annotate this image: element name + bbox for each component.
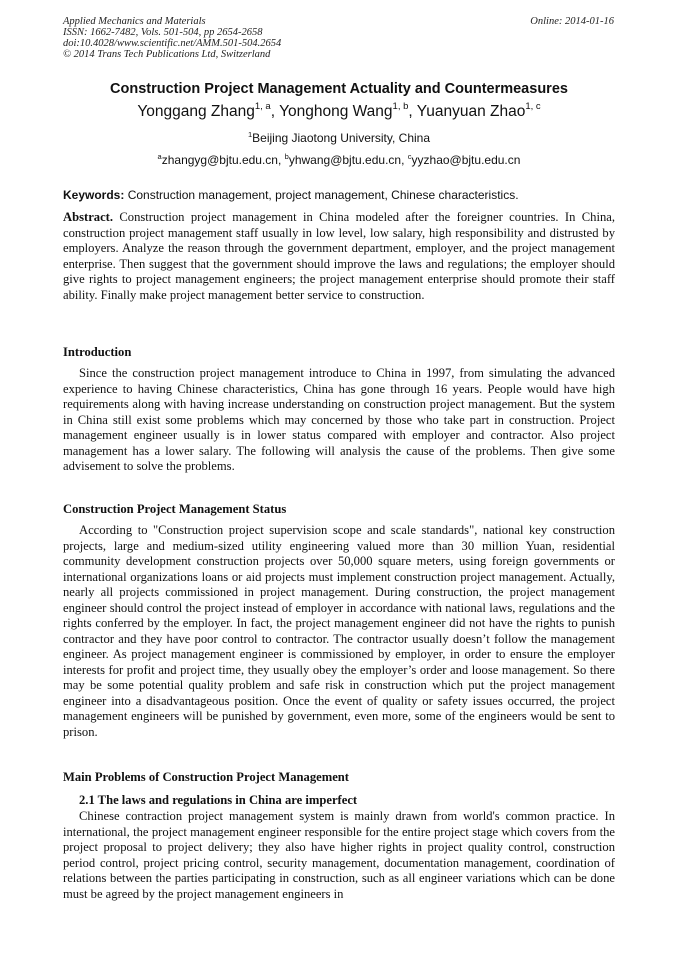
email-link[interactable]: zhangyg@bjtu.edu.cn bbox=[161, 153, 278, 167]
email-separator: , bbox=[401, 153, 408, 167]
journal-name: Applied Mechanics and Materials bbox=[63, 16, 206, 27]
abstract-label: Abstract. bbox=[63, 210, 114, 224]
introduction-paragraph: Since the construction project management introduce to China in 1997, from simulating the advanced experience to having Chinese characteristics, China has gone through 16 years. People would have high requirements along with having increase understanding on construction project management. But the system in China still exist some problems which may concerned by those who take part in construction. Project management engineer usually is in lower status compared with employer and contractor. Also project management has a lower salary. The following will analysis the cause of the problems. Then give some advisement to solve the problems. bbox=[63, 366, 615, 473]
copyright-line: © 2014 Trans Tech Publications Ltd, Switzerland bbox=[63, 49, 271, 60]
introduction-body bbox=[63, 366, 615, 475]
section-heading-introduction: Introduction bbox=[63, 345, 132, 359]
email-list bbox=[0, 153, 678, 167]
author-name: Yonghong Wang bbox=[279, 103, 393, 120]
publication-info bbox=[63, 16, 281, 60]
author-separator: , bbox=[270, 103, 280, 120]
author-list bbox=[0, 103, 678, 121]
author-affiliation-mark: 1, b bbox=[392, 101, 409, 112]
abstract bbox=[63, 210, 615, 303]
abstract-text: Construction project management in China modeled after the foreigner countries. In China, construction project management staff usually in low level, low salary, high responsibility and distrusted by employers. Analyze the reason through the government department, employer, and the project management enterprise. Then suggest that the government should improve the laws and regulations; the employer should give rights to project management engineers; the project management enterprise should promote their staff ability. Finally make project management better service to construction. bbox=[63, 210, 615, 302]
author-affiliation-mark: 1, a bbox=[254, 101, 271, 112]
affiliation bbox=[0, 131, 678, 145]
keywords bbox=[63, 188, 615, 202]
keywords-text: Construction management, project management, Chinese characteristics. bbox=[124, 188, 519, 202]
email-mark: b bbox=[284, 152, 289, 161]
email-separator: , bbox=[277, 153, 285, 167]
problems-paragraph: Chinese contraction project management system is mainly drawn from world's common practice. In international, the project management engineer responsible for the entire project stage which covers from the project proposal to project delivery; they also have higher rights in project quality control, construction period control, project pricing control, security management, documentation management, coordination of relations between the parties participating in construction, such as all engineer variations which can be done must be agreed by the project management engineers in bbox=[63, 809, 615, 901]
author-affiliation-mark: 1, c bbox=[525, 101, 541, 112]
affiliation-text: Beijing Jiaotong University, China bbox=[252, 131, 431, 145]
doi-line: doi:10.4028/www.scientific.net/AMM.501-504.2654 bbox=[63, 38, 282, 49]
section-heading-status: Construction Project Management Status bbox=[63, 502, 287, 516]
paper-title: Construction Project Management Actuality and Countermeasures bbox=[110, 81, 568, 97]
problems-body bbox=[63, 809, 615, 902]
issn-line: ISSN: 1662-7482, Vols. 501-504, pp 2654-2658 bbox=[63, 27, 263, 38]
author-separator: , bbox=[408, 103, 417, 120]
email-link[interactable]: yhwang@bjtu.edu.cn bbox=[288, 153, 402, 167]
subsection-heading: 2.1 The laws and regulations in China are imperfect bbox=[79, 793, 358, 807]
email-mark: c bbox=[407, 152, 412, 161]
section-heading-problems: Main Problems of Construction Project Management bbox=[63, 770, 349, 784]
keywords-label: Keywords: bbox=[63, 188, 125, 202]
email-mark: a bbox=[157, 152, 162, 161]
email-link[interactable]: yyzhao@bjtu.edu.cn bbox=[411, 153, 521, 167]
online-date: Online: 2014-01-16 bbox=[530, 16, 614, 27]
author-name: Yonggang Zhang bbox=[137, 103, 255, 120]
author-name: Yuanyuan Zhao bbox=[416, 103, 526, 120]
affiliation-mark: 1 bbox=[247, 130, 253, 139]
status-body bbox=[63, 523, 615, 740]
status-paragraph: According to "Construction project supervision scope and scale standards", national key construction projects, large and medium-sized utility engineering valued more than 30 million Yuan, residential community development construction projects over 50,000 square meters, using foreign governments or international organizations loans or aid projects must implement construction project management. Actually, nearly all projects commissioned in project management. During construction, the project management engineer should control the project instead of employer in accordance with national laws, regulations and the rights conferred by the employer. In fact, the project management engineer did not have the rights to punish contractor and they have poor control to contractor. The contractor usually doesn’t follow the management engineer. As project management engineer is commissioned by employer, in order to ensure the employer interests for profit and project time, they usually obey the employer’s order and loose management. So there may be some potential quality problem and safe risk in construction which put the project management engineer into a disadvantageous position. Once the event of quality or safety issues occurred, the project management engineers will be punished by government, even more, some of the engineers would be sent to prison. bbox=[63, 523, 615, 739]
